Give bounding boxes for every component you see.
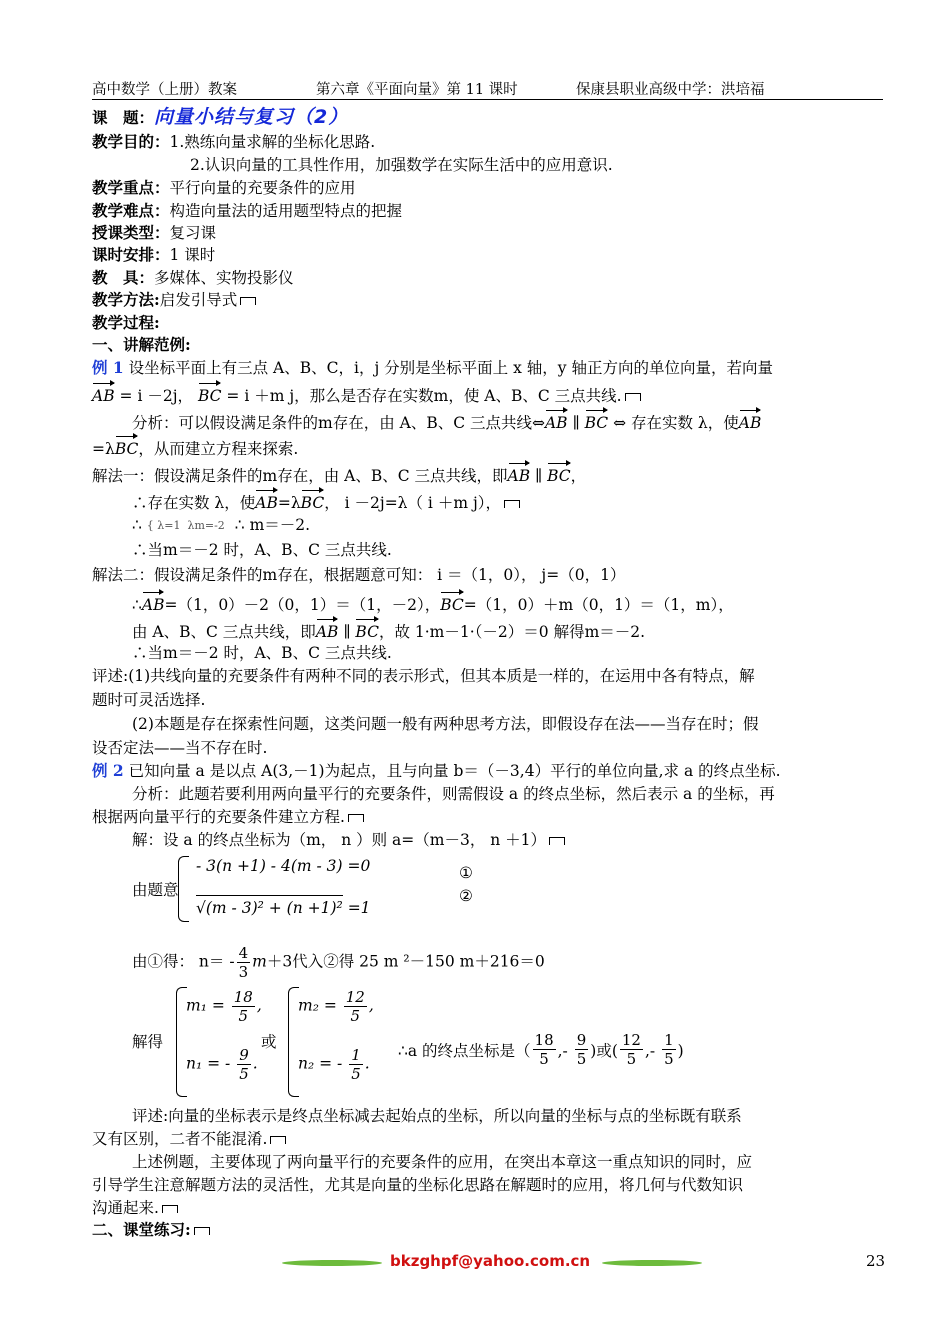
paragraph-mark-icon [162,1205,178,1213]
ex2-substitution: 由①得： n＝ - $\frac{4}{3}$ m＋3代入②得 25 m ²－150 m＋216＝0 [132,944,545,981]
key-text: 平行向量的充要条件的应用 [169,179,356,197]
substitution-text-b: 代入②得 25 m ²－150 m＋216＝0 [292,952,545,971]
lesson-title: 向量小结与复习（2） [154,106,349,128]
vector-bc: BC [440,590,464,616]
ex1-solution2-2 [132,590,734,616]
paragraph-mark-icon [270,1136,286,1144]
solution-or: 或 [261,1033,277,1051]
tools-row [92,267,294,289]
section-1-heading: 一、讲解范例: [92,335,191,354]
hard-text: 构造向量法的适用题型特点的把握 [169,202,403,220]
ex1-solution2-1: 解法二：假设满足条件的m存在，根据题意可知： i ＝（1，0）， j=（0，1） [92,566,626,584]
paragraph-mark-icon [625,393,641,401]
ex1-solution1-1: 解法一：假设满足条件的m存在，由 A、B、C 三点共线，即AB ∥ BC， [92,461,586,487]
ex1-solution1-2: ∴存在实数 λ，使AB=λBC， i －2j=λ（ i ＋m j）， [132,488,520,514]
paragraph-mark-icon [240,297,256,305]
solution2-bc-value: =（1，0）＋m（0，1）＝（1，m）， [463,596,734,614]
ex1-text-1: 设坐标平面上有三点 A、B、C，i，j 分别是坐标平面上 x 轴，y 轴正方向的单位向量，若向量 [128,359,773,377]
equation-2 [196,895,371,919]
ex1-line-2 [92,381,641,407]
method-row [92,289,256,311]
header-course: 高中数学（上册）教案 [92,82,237,98]
method-text: 启发引导式 [159,291,238,309]
ex1-text-2a: = i －2j， [119,387,193,405]
vector-ab: AB [255,488,278,514]
ex1-label: 例 1 [92,358,124,377]
ex1-line-1 [92,357,773,379]
method-label: 教学方法: [92,290,160,309]
type-text: 复习课 [169,224,217,242]
sqrt-icon: √(m - 3)² + (n +1)² [196,895,343,919]
solution2-text-3b: ，故 1·m－1·（－2）＝0 解得m＝－2. [378,623,646,641]
paragraph-mark-icon [549,837,565,845]
vector-bc: BC [301,488,325,514]
system-brace-icon: { λ=1 λm=-2 [146,519,225,532]
ex1-text-2b: = i ＋m j，那么是否存在实数m，使 A、B、C 三点共线. [226,387,622,405]
section-2-text: 二、课堂练习: [92,1220,191,1239]
ex1-solution2-4: ∴当m＝－2 时，A、B、C 三点共线. [132,644,392,662]
solution1-text-2a: ∴存在实数 λ，使 [132,494,256,512]
equation-1: - 3(n +1) - 4(m - 3) =0 [196,857,371,875]
ex2-analysis-1: 分析：此题若要利用两向量平行的充要条件，则需假设 a 的终点坐标，然后表示 a 的坐标，再 [132,785,775,803]
ex2-comment-1: 评述:向量的坐标表示是终点坐标减去起始点的坐标，所以向量的坐标与点的坐标既有联系 [132,1107,742,1125]
vector-bc: BC [547,461,571,487]
vector-ab: AB [739,408,762,434]
solution-n2: n₂ = - $\frac{1}{5}$ . [298,1046,370,1083]
header-rule [92,99,883,100]
tools-label: 教 具： [92,268,155,287]
ex1-comment-2: 题时可灵活选择. [92,691,206,709]
key-row [92,177,356,199]
vector-bc: BC [585,408,609,434]
key-label: 教学重点： [92,178,170,197]
footer-email: bkzghpf@yahoo.com.cn [390,1252,591,1270]
ex2-analysis-2 [92,806,364,828]
page-number: 23 [866,1252,886,1270]
ex2-conclusion: ∴a 的终点坐标是（ $\frac{18}{5}$ ,- $\frac{9}{5}$ )或( $\frac{12}{5}$ ,- $\frac{1}{5}$ ) [398,1031,684,1068]
solution2-text-3a: 由 A、B、C 三点共线，即 [132,623,316,641]
vector-bc: BC [198,381,222,407]
equation-2-rhs: =1 [347,899,371,917]
fraction-4-3: $\frac{4}{3}$ [238,944,249,981]
vector-ab: AB [142,590,165,616]
leaf-decoration-right-icon [602,1260,702,1266]
ex2-line-1 [92,760,781,782]
paragraph-mark-icon [348,814,364,822]
solution-m2: m₂ = $\frac{12}{5}$ , [298,988,374,1025]
goal-1: 1.熟练向量求解的坐标化思路. [169,133,376,151]
ex1-analysis-2: =λBC，从而建立方程来探索. [92,434,298,460]
header-chapter: 第六章《平面向量》第 11 课时 [316,82,518,98]
goal-label: 教学目的： [92,132,170,151]
section-2-heading [92,1219,210,1241]
leaf-decoration-left-icon [282,1260,382,1266]
analysis-text-c: ，从而建立方程来探索. [138,440,299,458]
ex2-solution-1 [132,829,565,851]
vector-bc: BC [115,434,139,460]
solution-m1: m₁ = $\frac{18}{5}$ , [186,988,262,1025]
equation-brace-icon [178,856,189,922]
vector-bc: BC [355,617,379,643]
ex1-solution1-4: ∴当m＝－2 时，A、B、C 三点共线. [132,541,392,559]
ex1-solution2-3: 由 A、B、C 三点共线，即AB ∥ BC，故 1·m－1·（－2）＝0 解得m＝－2. [132,617,645,643]
ex1-comment-1: 评述:(1)共线向量的充要条件有两种不同的表示形式，但其本质是一样的，在运用中各有特点，解 [92,667,755,685]
ex1-analysis-1: 分析：可以假设满足条件的m存在，由 A、B、C 三点共线⇔AB ∥ BC ⇔ 存在实数 λ，使AB [132,408,761,434]
ex2-condition-label: 由题意 [132,881,179,899]
tools-text: 多媒体、实物投影仪 [154,269,294,287]
time-text: 1 课时 [169,246,216,264]
hard-row [92,200,402,222]
substitution-text-a: 由①得： n＝ - [132,952,235,971]
solution1-text-3: ∴ m＝－2. [234,516,311,534]
summary-2: 引导学生注意解题方法的灵活性，尤其是向量的坐标化思路在解题时的应用，将几何与代数知识 [92,1176,744,1194]
ex2-text-1: 已知向量 a 是以点 A(3,－1)为起点，且与向量 b＝（－3,4）平行的单位向量,求 a 的终点坐标. [128,762,781,780]
paragraph-mark-icon [504,500,520,508]
solution1-text-2b: ， i －2j=λ（ i ＋m j）， [324,494,502,512]
paragraph-mark-icon [194,1227,210,1235]
summary-1: 上述例题，主要体现了两向量平行的充要条件的应用，在突出本章这一重点知识的同时，应 [132,1153,753,1171]
ex1-comment-3: (2)本题是存在探索性问题，这类问题一般有两种思考方法，即假设存在法——当存在时；假 [132,715,759,733]
time-label: 课时安排： [92,245,170,264]
marker-2: ② [459,887,473,905]
ex2-analysis-text: 根据两向量平行的充要条件建立方程. [92,808,345,826]
vector-ab: AB [316,617,339,643]
summary-text-3: 沟通起来. [92,1199,159,1217]
solution1-text-1: 解法一：假设满足条件的m存在，由 A、B、C 三点共线，即 [92,467,508,485]
vector-ab: AB [508,461,531,487]
vector-ab: AB [545,408,568,434]
ex1-solution1-3: ∴ { λ=1 λm=-2 ∴ m＝－2. [132,514,310,537]
vector-ab: AB [92,381,115,407]
solution2-therefore: ∴ [132,596,142,614]
ex2-comment-2 [92,1128,286,1150]
header-school: 保康县职业高级中学：洪培福 [576,82,765,98]
type-row [92,222,216,244]
goal-2: 2.认识向量的工具性作用，加强数学在实际生活中的应用意识. [190,156,613,174]
hard-label: 教学难点： [92,201,170,220]
ex2-solve-label: 解得 [132,1033,164,1051]
ex2-comment-text: 又有区别，二者不能混淆. [92,1130,268,1148]
analysis-text-b: ⇔ 存在实数 λ，使 [613,414,739,432]
marker-1: ① [459,864,473,882]
ex2-label: 例 2 [92,761,124,780]
solution2-ab-value: =（1，0）－2（0，1）＝（1，－2）， [164,596,441,614]
goal-row [92,131,375,153]
solution-n1: n₁ = - $\frac{9}{5}$ . [186,1046,258,1083]
ex2-solution-text: 解：设 a 的终点坐标为（m， n ）则 a=（m－3， n ＋1） [132,831,547,849]
title-label: 课 题： [92,108,155,127]
lesson-title-row [92,106,348,129]
conclusion-text: ∴a 的终点坐标是（ [398,1042,531,1060]
summary-3 [92,1197,178,1219]
process-label: 教学过程: [92,313,160,332]
analysis-text-a: 分析：可以假设满足条件的m存在，由 A、B、C 三点共线⇔ [132,414,545,432]
type-label: 授课类型： [92,223,170,242]
time-row [92,244,215,266]
ex1-comment-4: 设否定法——当不存在时. [92,739,268,757]
